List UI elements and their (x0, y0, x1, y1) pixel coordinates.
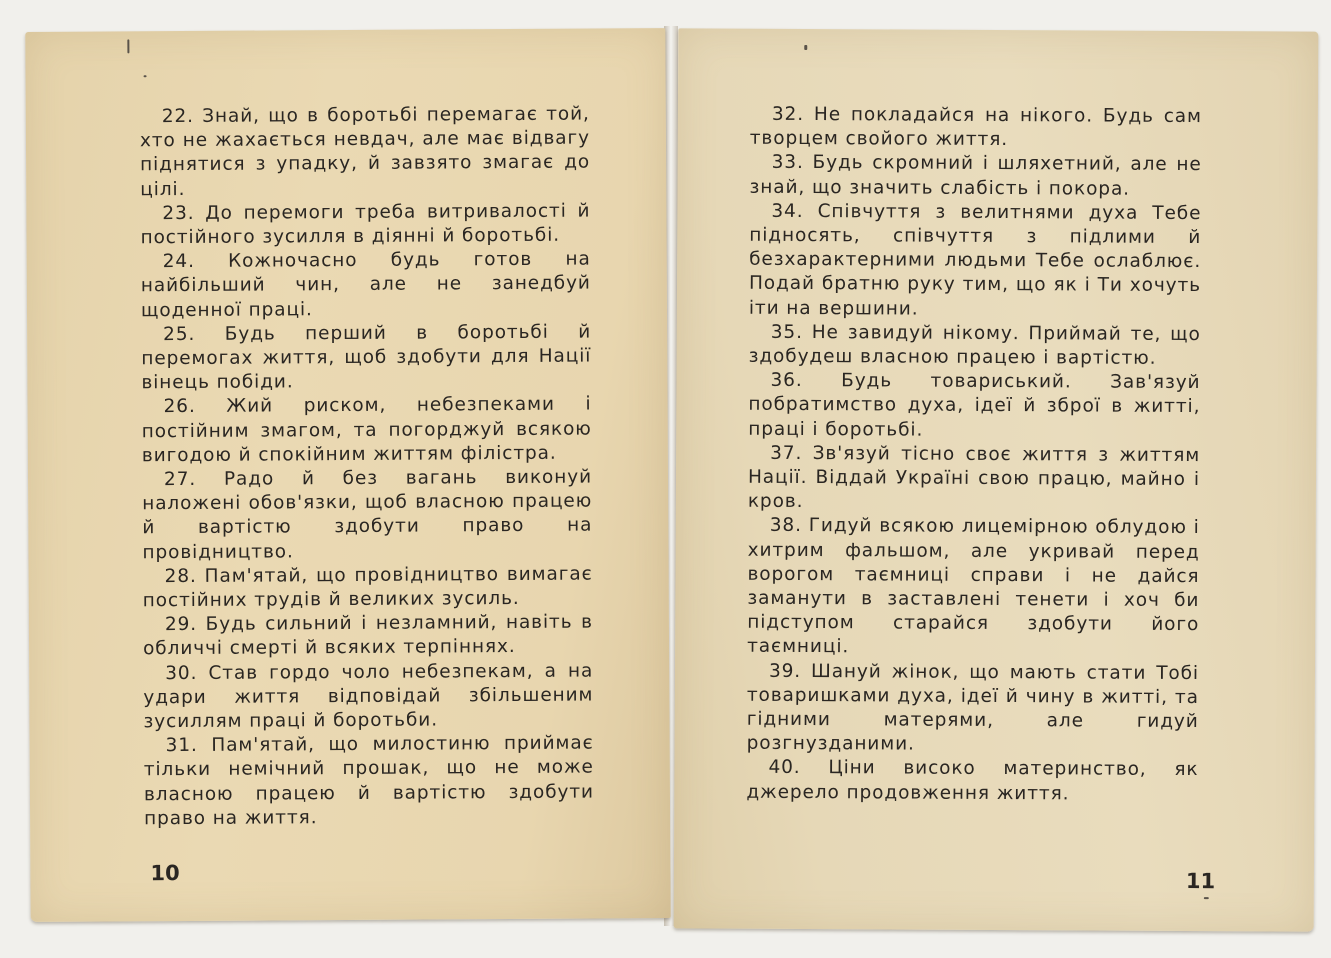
page-number-left: 10 (150, 861, 180, 886)
paragraph-34: 34. Співчуття з велитнями духа Тебе підносять, співчуття з підлими й безхарактерними людьми Тебе ослаблює. Подай братню руку тим, що як і Ти хочуть іти на вершини. (748, 200, 1202, 320)
paragraph-31: 31. Пам'ятай, що милостиню приймає тільки немічний прошак, що не може власною працею й вартістю здобути право на життя. (143, 732, 595, 830)
paper-mark (144, 75, 147, 77)
paragraph-24: 24. Кожночасно будь готов на найбільший чин, але не занедбуй щоденної праці. (140, 248, 591, 321)
paragraph-37: 37. Зв'язуй тісно своє життя з життям Нації. Віддай Україні свою працю, майно і кров. (747, 442, 1201, 513)
paragraph-22: 22. Знай, що в боротьбі перемагає той, хто не жахається невдач, але має відвагу піднятися з упадку, й завзято змагає до цілі. (139, 103, 591, 200)
paragraph-26: 26. Жий риском, небезпеками і постійним змагом, та погорджуй всякою вигодою й спокійним життям філістра. (141, 393, 592, 467)
paragraph-25: 25. Будь перший в боротьбі й перемогах життя, щоб здобути для Нації вінець побіди. (141, 321, 592, 394)
paper-mark (804, 45, 807, 50)
paragraph-27: 27. Радо й без вагань виконуй наложені обов'язки, щоб власною працею й вартістю здобути право на провідництво. (142, 466, 593, 563)
right-page (674, 28, 1319, 931)
paragraph-33: 33. Будь скромний і шляхетний, але не знай, що значить слабість і покора. (749, 152, 1202, 200)
paragraph-23: 23. До перемоги треба витривалості й постійного зусилля в діянні й боротьбі. (140, 200, 591, 249)
paragraph-36: 36. Будь товариський. Зав'язуй побратимство духа, ідеї й зброї в житті, праці і боротьбі. (748, 370, 1201, 441)
paragraph-32: 32. Не покладайся на нікого. Будь сам творцем свойого життя. (749, 103, 1202, 151)
paragraph-29: 29. Будь сильний і незламний, навіть в обличчі смерті й всяких терпіннях. (142, 611, 593, 660)
paragraph-40: 40. Ціни високо материнство, як джерело продовження життя. (746, 757, 1199, 805)
paragraph-30: 30. Став гордо чоло небезпекам, а на удари життя відповідай збільшеним зусиллям праці й боротьби. (143, 660, 594, 733)
paper-mark (127, 39, 129, 53)
left-page-text (140, 103, 594, 832)
paragraph-35: 35. Не завидуй нікому. Приймай те, що здобудеш власною працею і вартістю. (748, 321, 1201, 369)
paragraph-39: 39. Шануй жінок, що мають стати Тобі товаришками духа, ідеї й чину в житті, та гідними матерями, але гидуй розгнузданими. (746, 660, 1200, 755)
paragraph-28: 28. Пам'ятай, що провідництво вимагає постійних трудів й великих зусиль. (142, 563, 593, 612)
left-page (25, 28, 670, 922)
paper-mark (1204, 897, 1209, 899)
paragraph-38: 38. Гидуй всякою лицемірною облудою і хитрим фальшом, але укривай перед ворогом таємниці справи і не дайся заманути в заставлені тенети і хоч би підступом старайся здобути його таємниці. (747, 515, 1200, 658)
right-page-text (746, 103, 1202, 807)
page-number-right: 11 (1185, 869, 1216, 894)
